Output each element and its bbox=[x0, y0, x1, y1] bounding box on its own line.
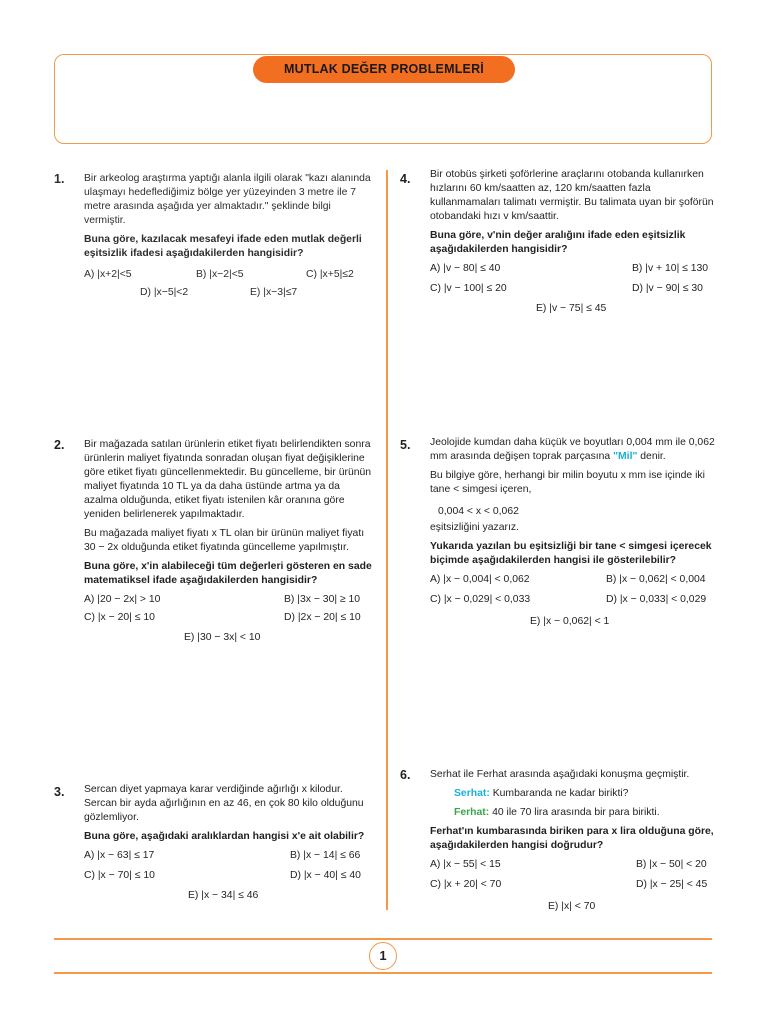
question-text: Serhat ile Ferhat arasında aşağıdaki konuşma geçmiştir. bbox=[430, 769, 690, 780]
question-text-end: denir. bbox=[637, 451, 666, 462]
question-number: 1. bbox=[54, 172, 65, 186]
question-number: 5. bbox=[400, 438, 411, 452]
question-text: Sercan diyet yapmaya karar verdiğinde ağırlığı x kilodur. Sercan bir ayda ağırlığının en az 46, en çok 80 kilo olduğunu gözlemliyor. bbox=[84, 784, 364, 823]
question-prompt: Buna göre, kazılacak mesafeyi ifade eden mutlak değerli eşitsizlik ifadesi aşağıdakilerden hangisidir? bbox=[84, 234, 362, 259]
dialog-line-1 bbox=[454, 787, 716, 801]
question-text-start: Jeolojide kumdan daha küçük ve boyutları 0,004 mm ile 0,062 mm arasında değişen toprak parçasına bbox=[430, 437, 715, 462]
option-a[interactable]: A) |x+2|<5 bbox=[84, 269, 132, 280]
option-e[interactable]: E) |30 − 3x| < 10 bbox=[184, 632, 261, 643]
option-e[interactable]: E) |x − 34| ≤ 46 bbox=[188, 890, 259, 901]
option-d[interactable]: D) |x − 40| ≤ 40 bbox=[290, 870, 361, 881]
option-a[interactable]: A) |x − 55| < 15 bbox=[430, 859, 501, 870]
option-c[interactable]: C) |x+5|≤2 bbox=[306, 269, 354, 280]
page-title: MUTLAK DEĞER PROBLEMLERİ bbox=[253, 56, 515, 83]
option-d[interactable]: D) |v − 90| ≤ 30 bbox=[632, 283, 703, 294]
question-prompt: Buna göre, x'in alabileceği tüm değerleri gösteren en sade matematiksel ifade aşağıdakilerden hangisidir? bbox=[84, 561, 372, 586]
option-c[interactable]: C) |x − 70| ≤ 10 bbox=[84, 870, 155, 881]
inequality: 0,004 < x < 0,062 bbox=[438, 506, 519, 517]
question-text: Bir mağazada satılan ürünlerin etiket fiyatı belirlendikten sonra ürünlerin maliyet fiyatında sonradan oluşan fiyat değişiklerine göre etiket fiyatı güncellenmektedir. Bu güncelleme, bir ürünün maliyet fiyatında 10 TL ya da daha üstünde artma ya da azalma olduğunda, etiket fiyatı istenilen kâr oranına göre yeniden belirlenerek yapılmaktadır. bbox=[84, 439, 372, 520]
question-text-2: Bu bilgiye göre, herhangi bir milin boyutu x mm ise içinde iki tane < simgesi içeren, bbox=[430, 470, 705, 495]
option-d[interactable]: D) |x−5|<2 bbox=[140, 287, 189, 298]
option-c[interactable]: C) |x − 0,029| < 0,033 bbox=[430, 594, 531, 605]
option-c[interactable]: C) |x + 20| < 70 bbox=[430, 879, 502, 890]
footer-line-bottom bbox=[54, 972, 712, 974]
option-b[interactable]: B) |3x − 30| ≥ 10 bbox=[284, 594, 361, 605]
speaker-serhat: Serhat: bbox=[454, 788, 490, 799]
question-text-3: eşitsizliğini yazarız. bbox=[430, 522, 519, 533]
option-c[interactable]: C) |v − 100| ≤ 20 bbox=[430, 283, 507, 294]
option-e[interactable]: E) |x−3|≤7 bbox=[250, 287, 298, 298]
option-b[interactable]: B) |x − 50| < 20 bbox=[636, 859, 707, 870]
option-c[interactable]: C) |x − 20| ≤ 10 bbox=[84, 612, 155, 623]
option-d[interactable]: D) |x − 25| < 45 bbox=[636, 879, 708, 890]
option-a[interactable]: A) |20 − 2x| > 10 bbox=[84, 594, 161, 605]
dialog-text: Kumbaranda ne kadar birikti? bbox=[489, 788, 629, 799]
option-e[interactable]: E) |v − 75| ≤ 45 bbox=[536, 303, 607, 314]
question-number: 3. bbox=[54, 785, 65, 799]
option-b[interactable]: B) |x − 0,062| < 0,004 bbox=[606, 574, 706, 585]
option-b[interactable]: B) |x−2|<5 bbox=[196, 269, 244, 280]
question-number: 4. bbox=[400, 172, 411, 186]
option-d[interactable]: D) |2x − 20| ≤ 10 bbox=[284, 612, 361, 623]
question-text-2: Bu mağazada maliyet fiyatı x TL olan bir ürünün maliyet fiyatı 30 − 2x olduğunda etiket fiyatında güncelleme yapılmıştır. bbox=[84, 528, 365, 553]
option-d[interactable]: D) |x − 0,033| < 0,029 bbox=[606, 594, 707, 605]
question-text: Bir otobüs şirketi şoförlerine araçlarını otobanda kullanırken hızlarını 60 km/saatten az, 120 km/saatten fazla kullanmamaları talimatı vermiştir. Bu talimata uyan bir şoförün otobandaki hızı v km/saattir. bbox=[430, 169, 714, 222]
page-number: 1 bbox=[369, 942, 397, 970]
question-prompt: Yukarıda yazılan bu eşitsizliği bir tane < simgesi içerecek biçimde aşağıdakilerden hangisi ile gösterilebilir? bbox=[430, 541, 712, 566]
question-text bbox=[430, 436, 716, 464]
question-text: Bir arkeolog araştırma yaptığı alanla ilgili olarak "kazı alanında ulaşmayı hedeflediğimiz bölge yer yüzeyinden 3 metre ile 7 metre arasında aşağıda yer almaktadır." şeklinde bilgi vermiştir. bbox=[84, 173, 371, 226]
dialog-text: 40 ile 70 lira arasında bir para birikti. bbox=[489, 807, 660, 818]
question-prompt: Buna göre, aşağıdaki aralıklardan hangisi x'e ait olabilir? bbox=[84, 831, 365, 842]
option-a[interactable]: A) |x − 0,004| < 0,062 bbox=[430, 574, 530, 585]
option-b[interactable]: B) |v + 10| ≤ 130 bbox=[632, 263, 709, 274]
term-highlight: "Mil" bbox=[613, 451, 638, 462]
option-a[interactable]: A) |v − 80| ≤ 40 bbox=[430, 263, 501, 274]
option-a[interactable]: A) |x − 63| ≤ 17 bbox=[84, 850, 155, 861]
option-b[interactable]: B) |x − 14| ≤ 66 bbox=[290, 850, 361, 861]
speaker-ferhat: Ferhat: bbox=[454, 807, 490, 818]
dialog-line-2 bbox=[454, 806, 716, 820]
question-number: 2. bbox=[54, 438, 65, 452]
question-prompt: Buna göre, v'nin değer aralığını ifade eden eşitsizlik aşağıdakilerden hangisidir? bbox=[430, 230, 686, 255]
question-prompt: Ferhat'ın kumbarasında biriken para x lira olduğuna göre, aşağıdakilerden hangisi doğrudur? bbox=[430, 826, 714, 851]
footer-line-top bbox=[54, 938, 712, 940]
option-e[interactable]: E) |x| < 70 bbox=[548, 901, 596, 912]
column-divider bbox=[386, 170, 388, 910]
option-e[interactable]: E) |x − 0,062| < 1 bbox=[530, 616, 610, 627]
question-number: 6. bbox=[400, 768, 411, 782]
